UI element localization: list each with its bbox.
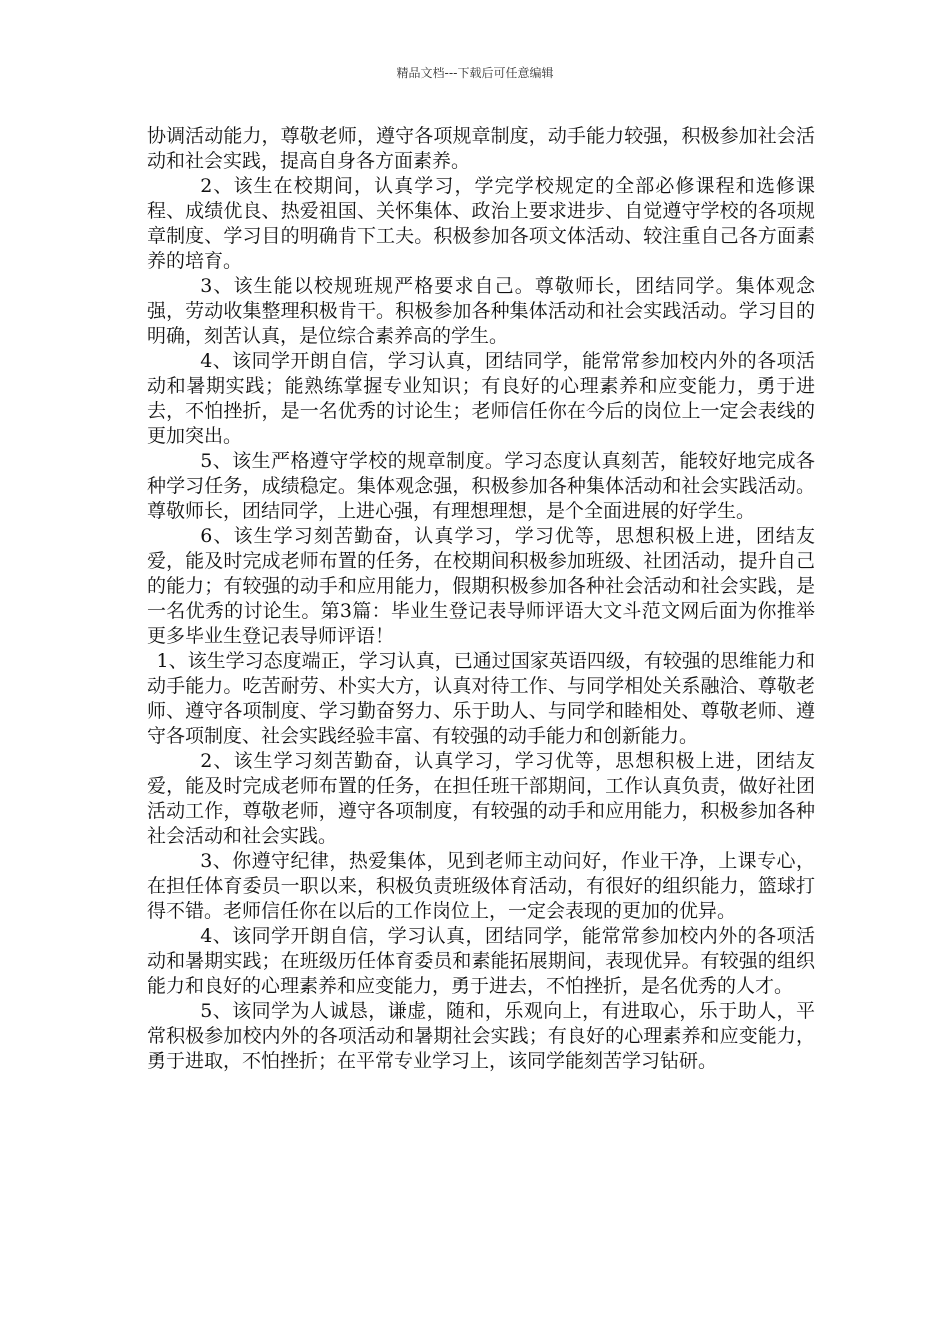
document-body xyxy=(147,124,815,1074)
paragraph-item-5: 5、该生严格遵守学校的规章制度。学习态度认真刻苦，能较好地完成各种学习任务，成绩稳定。集体观念强，积极参加各种集体活动和社会实践活动。尊敬师长，团结同学，上进心强，有理想理想，是个全面进展的好学生。 xyxy=(147,450,815,522)
paragraph-section3-item-1: 1、该生学习态度端正，学习认真，已通过国家英语四级，有较强的思维能力和动手能力。吃苦耐劳、朴实大方，认真对待工作、与同学相处关系融洽、尊敬老师、遵守各项制度、学习勤奋努力、乐于助人、与同学和睦相处、尊敬老师、遵守各项制度、社会实践经验丰富、有较强的动手能力和创新能力。 xyxy=(147,650,815,747)
paragraph-section3-item-4: 4、该同学开朗自信，学习认真，团结同学，能常常参加校内外的各项活动和暑期实践；在班级历任体育委员和素能拓展期间，表现优异。有较强的组织能力和良好的心理素养和应变能力，勇于进去，不怕挫折，是名优秀的人才。 xyxy=(147,925,815,997)
paragraph-item-3: 3、该生能以校规班规严格要求自己。尊敬师长，团结同学。集体观念强，劳动收集整理积极肯干。积极参加各种集体活动和社会实践活动。学习目的明确，刻苦认真，是位综合素养高的学生。 xyxy=(147,275,815,347)
paragraph-item-2: 2、该生在校期间，认真学习，学完学校规定的全部必修课程和选修课程、成绩优良、热爱祖国、关怀集体、政治上要求进步、自觉遵守学校的各项规章制度、学习目的明确肯下工夫。积极参加各项文体活动、较注重自己各方面素养的培育。 xyxy=(147,175,815,272)
paragraph-section3-item-2: 2、该生学习刻苦勤奋，认真学习，学习优等，思想积极上进，团结友爱，能及时完成老师布置的任务，在担任班干部期间，工作认真负责，做好社团活动工作，尊敬老师，遵守各项制度，有较强的动手和应用能力，积极参加各种社会活动和社会实践。 xyxy=(147,750,815,847)
paragraph-item-6: 6、该生学习刻苦勤奋，认真学习，学习优等，思想积极上进，团结友爱，能及时完成老师布置的任务，在校期间积极参加班级、社团活动，提升自己的能力；有较强的动手和应用能力，假期积极参加各种社会活动和社会实践，是一名优秀的讨论生。第3篇：毕业生登记表导师评语大文斗范文网后面为你推举更多毕业生登记表导师评语！ xyxy=(147,525,815,647)
paragraph-continuation: 协调活动能力，尊敬老师，遵守各项规章制度，动手能力较强，积极参加社会活动和社会实践，提高自身各方面素养。 xyxy=(147,125,815,172)
paragraph-section3-item-5: 5、该同学为人诚恳，谦虚，随和，乐观向上，有进取心，乐于助人，平常积极参加校内外的各项活动和暑期社会实践；有良好的心理素养和应变能力，勇于进取，不怕挫折；在平常专业学习上，该同学能刻苦学习钻研。 xyxy=(147,1000,815,1072)
paragraph-section3-item-3: 3、你遵守纪律，热爱集体，见到老师主动问好，作业干净，上课专心，在担任体育委员一职以来，积极负责班级体育活动，有很好的组织能力，篮球打得不错。老师信任你在以后的工作岗位上，一定会表现的更加的优异。 xyxy=(147,850,815,922)
page-header: 精品文档---下载后可任意编辑 xyxy=(396,66,554,80)
paragraph-item-4: 4、该同学开朗自信，学习认真，团结同学，能常常参加校内外的各项活动和暑期实践；能熟练掌握专业知识；有良好的心理素养和应变能力，勇于进去，不怕挫折，是一名优秀的讨论生；老师信任你在今后的岗位上一定会表线的更加突出。 xyxy=(147,350,815,447)
